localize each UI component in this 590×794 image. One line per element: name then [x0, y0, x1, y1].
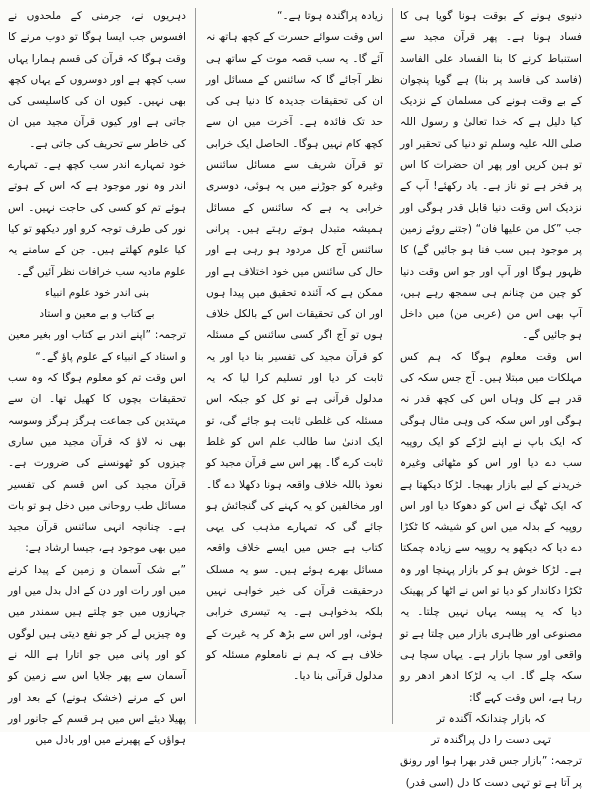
paragraph: دنیوی ہونے کے بوقت ہونا گویا ہی کا فساد ہونا ہے۔ پھر قرآن مجید سے استنباط کرنے کا بنا الفساد علی الفاسد (فاسد کی فاسد پر بنا) ہے گویا پنچوان کے بے وقت ہونے کی مسلمان کے نزدیک کیا دلیل ہے کہ خدا تعالیٰ و رسول اللہ صلی اللہ علیہ وسلم تو دنیا کی تحقیر اور تو ہین کریں اور پھر ان حضرات کا اس پر فخر ہے تو ناز ہے۔ یاد رکھئے! آپ کے نزدیک اس وقت دنیا قابل قدر ہوگی اور جب ”کل من علیھا فان“ (جتنے روئے زمین پر موجود ہیں سب فنا ہو جائیں گے) کا ظہور ہوگا اور آپ اور جو اس وقت دنیا کو چین من چنانم ہی سمجھ رہے ہیں، آپ بھی اس من (عربی من) میں داخل ہو جائیں گے۔: [400, 10, 582, 342]
paragraph: زیادہ پراگندہ ہوتا ہے۔“: [276, 10, 383, 22]
paragraph: اس وقت سوائے حسرت کے کچھ ہاتھ نہ آئے گا۔ یہ سب قصہ موت کے ساتھ ہی نظر آجائے گا کہ سائنس کے مسائل اور ان کی تحقیقات جدیدہ کا دنیا ہی کی حد تک فائدہ ہے۔ آخرت میں ان سے کچھ کام نہیں ہوگا۔ الحاصل ایک خرابی تو قرآن شریف سے مسائل سائنس وغیرہ کو جوڑنے میں یہ ہوئی، دوسری خرابی یہ ہے کہ سائنس کے مسائل ہمیشہ متبدل ہوتے رہتے ہیں۔ پرانی سائنس آج کل مردود ہو رہی ہے اور حال کی سائنس میں خود اختلاف ہے اور ممکن ہے کہ آئندہ تحقیق میں پیدا ہوں اور ان کی تحقیقات اس کے بالکل خلاف ہوں تو آج اگر کسی سائنس کے مسئلہ کو قرآن مجید کی تفسیر بنا دیا اور یہ ثابت کر دیا اور تسلیم کرا لیا کہ یہ مدلول قرآنی ہے تو کل کو جبکہ اس مسئلہ کی غلطی ثابت ہو جائے گی، تو ایک ادنیٰ سا طالب علم اس کو غلط ثابت کرے گا۔ پھر اس سے قرآن مجید کو نعوذ باللہ خلاف واقعہ ہونا دکھلا دے گا۔ اور مخالفین کو یہ کہنے کی گنجائش ہو جائے گی کہ تمہارے مذہب کی یہی کتاب ہے جس میں ایسے خلاف واقعہ مسائل بھرے ہوئے ہیں۔ سو یہ مسلک درحقیقت قرآن کی خیر خواہی نہیں بلکہ بدخواہی ہے۔ یہ تیسری خرابی ہوئی، اور اس سے بڑھ کر یہ غیرت کے خلاف ہے کہ ہم نے نامعلوم مسئلہ کو مدلول قرآنی بنا دیا۔: [206, 31, 383, 683]
persian-verse-line: بے کتاب و بے معین و استاد: [39, 308, 155, 321]
quran-translation-quote: ”بے شک آسمان و زمین کے پیدا کرنے میں اور رات اور دن کے ادل بدل میں اور جہازوں میں جو چلتے ہیں سمندر میں وہ چیزیں لے کر جو نفع دیتی ہیں لوگوں کو اور پانی میں جو اتارا ہے اللہ نے آسمان سے پھر جلایا اس سے زمین کو اس کے مرنے (خشک ہونے) کے بعد اور پھیلا دیئے اس میں ہر قسم کے جانور اور ہواؤں کے پھیرنے میں اور بادل میں: [8, 563, 186, 747]
paragraph: اس وقت معلوم ہوگا کہ ہم کس مہلکات میں مبتلا ہیں۔ آج جس سکہ کی قدر ہے کل وہاں اس کی کچھ قدر نہ ہوگی اور اس سکہ کی وہی مثال ہوگی کہ ایک باپ نے اپنے لڑکے کو ایک روپیہ سب دے دیا اور اس کو مٹھائی وغیرہ خریدنے کے لیے بازار بھیجا۔ لڑکا دیکھتا ہے کہ ایک ٹھگ نے اس کو دھوکا دیا اور اس روپیہ کے بدلہ میں اس کو شیشہ کا ٹکڑا دے دیا کہ دیکھو یہ روپیہ سے زیادہ چمکتا ہے۔ لڑکا خوش ہو کر بازار پہنچا اور وہ ٹکڑا دکاندار کو دیا تو اس نے اٹھا کر پھینک دیا کہ یہ پیسہ یہاں نہیں چلتا۔ یہ مصنوعی اور ظاہری بازار میں چلتا ہے تو واقعی اور سچا بازار ہے۔ یہاں سچا ہی سکہ چلے گا۔ اب یہ لڑکا ادھر ادھر رو رہا ہے، اس وقت کہے گا:: [400, 350, 582, 704]
persian-verse-line: کہ بازار چندانکہ آگندہ تر: [436, 712, 546, 725]
paragraph: اس وقت تم کو معلوم ہوگا کہ وہ سب تحقیقات بچوں کا کھیل تھا۔ ان سے مہتدین کی جماعت ہرگز ہرگز وسوسہ بھی نہ لاؤ کہ قرآن مجید میں ساری چیزوں کو ٹھونسنے کی ضرورت ہے۔ قرآن مجید کی اس قسم کی تفسیر مسائل طب روحانی میں دخل ہو تو بات ہے۔ چنانچہ انہی سائنس قرآن مجید میں بھی موجود ہے، جیسا ارشاد ہے:: [8, 372, 186, 555]
paragraph: خود تمہارے اندر سب کچھ ہے۔ تمہارے اندر وہ نور موجود ہے کہ اس کے ہوتے ہوئے تم کو کسی کی حاجت نہیں۔ اس نور کی طرف توجہ کرو اور دیکھو تو کیا کیا علوم کھلتے ہیں۔ جن کے سامنے یہ علوم مادیہ سب خرافات نظر آئیں گے۔: [8, 159, 186, 278]
persian-verse-line: تہی دست را دل پراگندہ تر: [431, 734, 551, 747]
text-column-right: [400, 6, 582, 789]
translation: ترجمہ: ”بازار جس قدر بھرا ہوا اور رونق پر آتا ہے تو تہی دست کا دل (اسی قدر): [400, 755, 582, 789]
translation: ترجمہ: ”اپنے اندر بے کتاب اور بغیر معین و استاد کے انبیاء کے علوم پاؤ گے۔“: [8, 329, 186, 363]
text-column-middle: [206, 6, 383, 726]
persian-verse-line: بنی اندر خود علوم انبیاء: [44, 286, 150, 299]
paragraph: دہریوں نے، جرمنی کے ملحدوں نے افسوس جب ایسا ہوگا تو دوب مرنے کا وقت ہوگا کہ قرآن کی قسم ہمارا یہاں سب کچھ ہے اور دوسروں کے یہاں کچھ بھی نہیں۔ کیوں ان کی کاسلیسی کی جاتی ہے اور کیوں قرآن مجید میں ان کی خاطر سے تحریف کی جاتی ہے۔: [8, 10, 186, 150]
column-divider: [392, 8, 393, 724]
text-column-left: [8, 6, 186, 747]
column-divider: [195, 8, 196, 724]
